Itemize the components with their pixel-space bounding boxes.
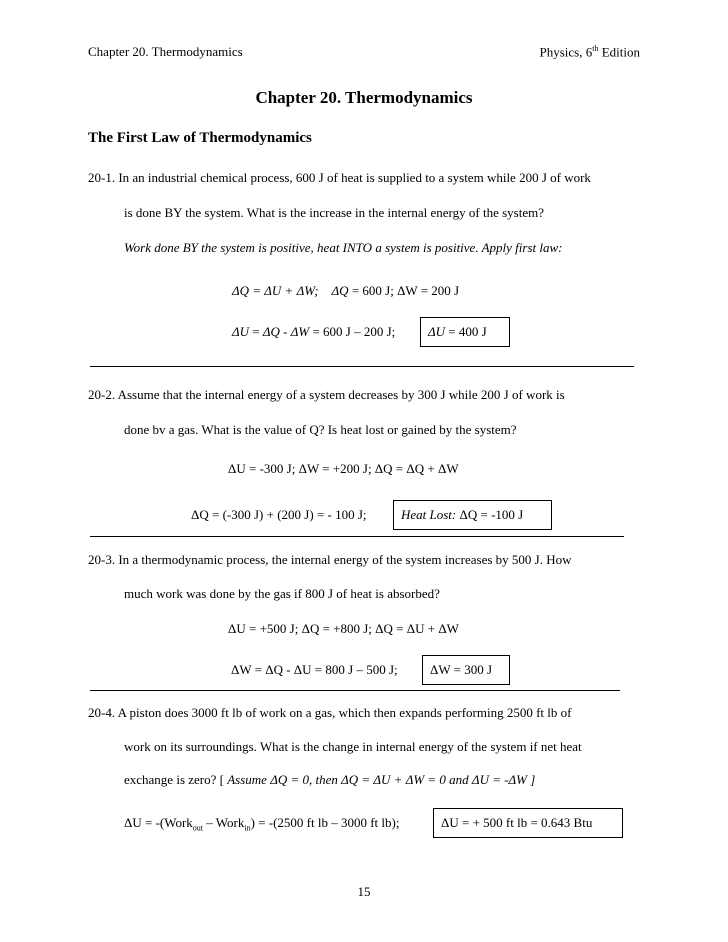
p4-line2: work on its surroundings. What is the change in internal energy of the system if net heat — [124, 739, 582, 754]
running-header-right — [540, 44, 641, 60]
p4-answer-box: ΔU = + 500 ft lb = 0.643 Btu — [433, 808, 623, 838]
header-right-main: Physics, 6 — [539, 44, 593, 60]
p1-equation-1 — [232, 283, 459, 299]
divider-3 — [90, 690, 620, 691]
page-title: Chapter 20. Thermodynamics — [255, 88, 473, 107]
p2-line2: done bv a gas. What is the value of Q? Is heat lost or gained by the system? — [124, 422, 517, 437]
p1-ans-b: = 400 J — [445, 324, 487, 339]
p3-line1: 20-3. In a thermodynamic process, the internal energy of the system increases by 500 J. How — [88, 552, 572, 567]
p1-eq2-e: ΔW — [290, 324, 310, 339]
p3-line2: much work was done by the gas if 800 J of heat is absorbed? — [124, 586, 440, 601]
p1-equation-2 — [232, 324, 395, 340]
p1-eq1-b: ΔQ — [331, 283, 349, 298]
p1-eq1-a: ΔQ = ΔU + ΔW; — [232, 283, 319, 298]
p1-eq2-c: ΔQ — [262, 324, 280, 339]
p3-equation-1: ΔU = +500 J; ΔQ = +800 J; ΔQ = ΔU + ΔW — [228, 621, 459, 636]
p4-eq-sub-in: in — [244, 823, 251, 833]
p4-eq-c: ) = -(2500 ft lb – 3000 ft lb); — [250, 815, 400, 830]
p1-answer-box — [420, 317, 510, 347]
divider-1 — [90, 366, 634, 367]
p1-eq2-b: = — [249, 324, 263, 339]
header-right-sup: th — [592, 44, 599, 53]
p2-equation-2: ΔQ = (-300 J) + (200 J) = - 100 J; — [191, 507, 367, 522]
p2-ans-b: ΔQ = -100 J — [456, 507, 524, 522]
header-right-tail: Edition — [598, 44, 640, 60]
p2-line1: 20-2. Assume that the internal energy of a system decreases by 300 J while 200 J of work is — [88, 387, 565, 402]
p4-line3-b: Assume ΔQ = 0, then ΔQ = ΔU + ΔW = 0 and ΔU = -ΔW ] — [227, 772, 536, 787]
running-header-left: Chapter 20. Thermodynamics — [88, 44, 243, 59]
p1-line2: is done BY the system. What is the increase in the internal energy of the system? — [124, 205, 544, 220]
p1-eq2-d: - — [279, 324, 291, 339]
p1-eq2-a: ΔU — [232, 324, 250, 339]
p2-answer-box — [393, 500, 552, 530]
p1-ans-a: ΔU — [428, 324, 446, 339]
p4-line3-a: exchange is zero? [ — [124, 772, 228, 787]
p4-eq-sub-out: out — [192, 823, 204, 833]
p3-equation-2: ΔW = ΔQ - ΔU = 800 J – 500 J; — [231, 662, 398, 677]
p4-eq-b: – Work — [203, 815, 245, 830]
p3-answer-box: ΔW = 300 J — [422, 655, 510, 685]
p2-equation-1: ΔU = -300 J; ΔW = +200 J; ΔQ = ΔQ + ΔW — [228, 461, 459, 476]
divider-2 — [90, 536, 624, 537]
p1-note: Work done BY the system is positive, heat INTO a system is positive. Apply first law: — [124, 240, 563, 255]
p1-eq2-f: = 600 J – 200 J; — [309, 324, 396, 339]
section-heading: The First Law of Thermodynamics — [88, 130, 312, 146]
p4-line3 — [124, 772, 535, 788]
page-number: 15 — [357, 884, 371, 899]
p1-line1: 20-1. In an industrial chemical process, 600 J of heat is supplied to a system while 200 J of work — [88, 170, 591, 185]
p2-ans-a: Heat Lost: — [401, 507, 457, 522]
p4-line1: 20-4. A piston does 3000 ft lb of work on a gas, which then expands performing 2500 ft lb of — [88, 705, 572, 720]
p1-eq1-c: = 600 J; ΔW = 200 J — [348, 283, 460, 298]
p4-eq-a: ΔU = -(Work — [124, 815, 193, 830]
p4-equation — [124, 815, 399, 833]
